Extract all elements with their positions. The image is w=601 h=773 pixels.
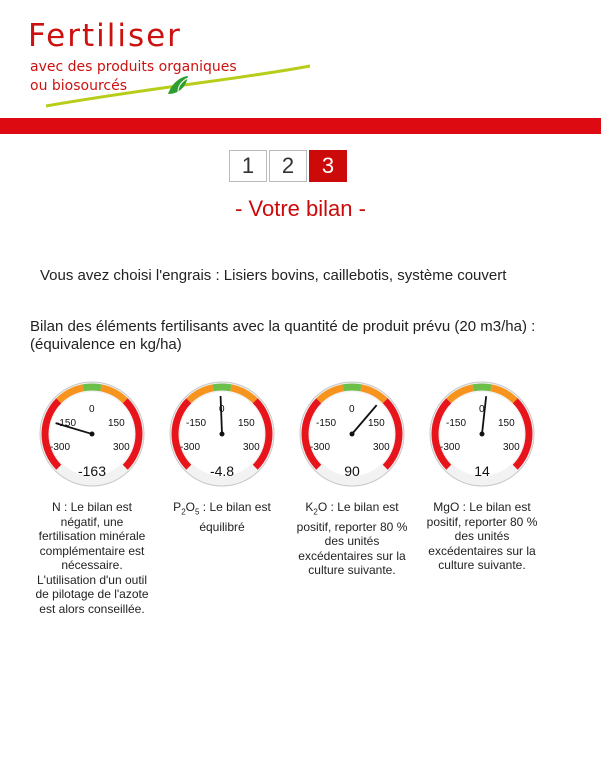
- tick-label-minus-300: -300: [440, 442, 461, 453]
- tick-label-300: 300: [113, 442, 130, 453]
- page-title: - Votre bilan -: [235, 196, 366, 221]
- tick-label-150: 150: [498, 418, 515, 429]
- tick-label-minus-150: -150: [186, 418, 207, 429]
- gauge-value: 90: [344, 463, 360, 479]
- step-3-button[interactable]: 3: [309, 150, 347, 182]
- gauge-hub: [350, 432, 355, 437]
- gauge-n: [38, 380, 146, 488]
- caption-mgo: MgO : Le bilan est positif, reporter 80 % des unités excédentaires sur la culture suivante.: [426, 500, 538, 572]
- gauge-hub: [480, 432, 485, 437]
- gauge-band: [473, 387, 491, 388]
- gauge-band: [83, 387, 101, 388]
- step-navigation: [229, 150, 349, 182]
- caption-formula-part: P: [173, 500, 182, 514]
- bilan-heading-line2: (équivalence en kg/ha): [30, 336, 182, 353]
- brand-logo: [28, 18, 318, 108]
- tick-label-150: 150: [238, 418, 255, 429]
- caption-p2o5: [163, 500, 281, 534]
- caption-subscript: 2: [181, 507, 186, 517]
- tick-label-0: 0: [89, 404, 95, 415]
- logo-title: Fertiliser: [28, 18, 182, 54]
- gauge-p2o5: [168, 380, 276, 488]
- gauge-band: [343, 387, 361, 388]
- tick-label-0: 0: [219, 404, 225, 415]
- step-1-button[interactable]: 1: [229, 150, 267, 182]
- tick-label-300: 300: [373, 442, 390, 453]
- chosen-fertilizer-text: Vous avez choisi l'engrais : Lisiers bovins, caillebotis, système couvert: [40, 267, 507, 284]
- caption-n: N : Le bilan est négatif, une fertilisation minérale complémentaire est nécessaire. L'utilisation d'un outil de pilotage de l'azote est alors conseillée.: [35, 500, 149, 616]
- tick-label-0: 0: [479, 404, 485, 415]
- tick-label-minus-150: -150: [446, 418, 467, 429]
- gauge-hub: [90, 432, 95, 437]
- gauge-value: 14: [474, 463, 490, 479]
- caption-subscript: 2: [313, 507, 318, 517]
- gauge-value: -4.8: [209, 463, 235, 479]
- tick-label-150: 150: [108, 418, 125, 429]
- gauge-value: -163: [77, 463, 107, 479]
- gauge-k2o: [298, 380, 406, 488]
- tick-label-minus-150: -150: [316, 418, 337, 429]
- tick-label-minus-300: -300: [180, 442, 201, 453]
- tick-label-150: 150: [368, 418, 385, 429]
- caption-text: : Le bilan est équilibré: [199, 500, 271, 534]
- bilan-heading-line1: Bilan des éléments fertilisants avec la quantité de produit prévu (20 m3/ha) :: [30, 318, 536, 335]
- caption-formula-part: K: [305, 500, 314, 514]
- caption-text: : Le bilan est positif, reporter 80 % des unités excédentaires sur la culture suivante.: [296, 500, 408, 578]
- logo-tagline-2: ou biosourcés: [30, 78, 128, 94]
- gauge-band: [213, 387, 231, 388]
- header-red-bar: [0, 118, 601, 134]
- caption-subscript: 5: [194, 507, 200, 517]
- tick-label-minus-300: -300: [310, 442, 331, 453]
- logo-tagline-1: avec des produits organiques: [30, 59, 237, 75]
- tick-label-300: 300: [243, 442, 260, 453]
- caption-k2o: [293, 500, 411, 578]
- tick-label-minus-300: -300: [50, 442, 71, 453]
- caption-formula-part: O: [185, 500, 195, 514]
- bilan-heading: [30, 318, 550, 354]
- caption-formula-part: O: [317, 500, 328, 514]
- gauge-mgo: [428, 380, 536, 488]
- gauge-hub: [220, 432, 225, 437]
- tick-label-0: 0: [349, 404, 355, 415]
- tick-label-minus-150: -150: [56, 418, 77, 429]
- step-2-button[interactable]: 2: [269, 150, 307, 182]
- tick-label-300: 300: [503, 442, 520, 453]
